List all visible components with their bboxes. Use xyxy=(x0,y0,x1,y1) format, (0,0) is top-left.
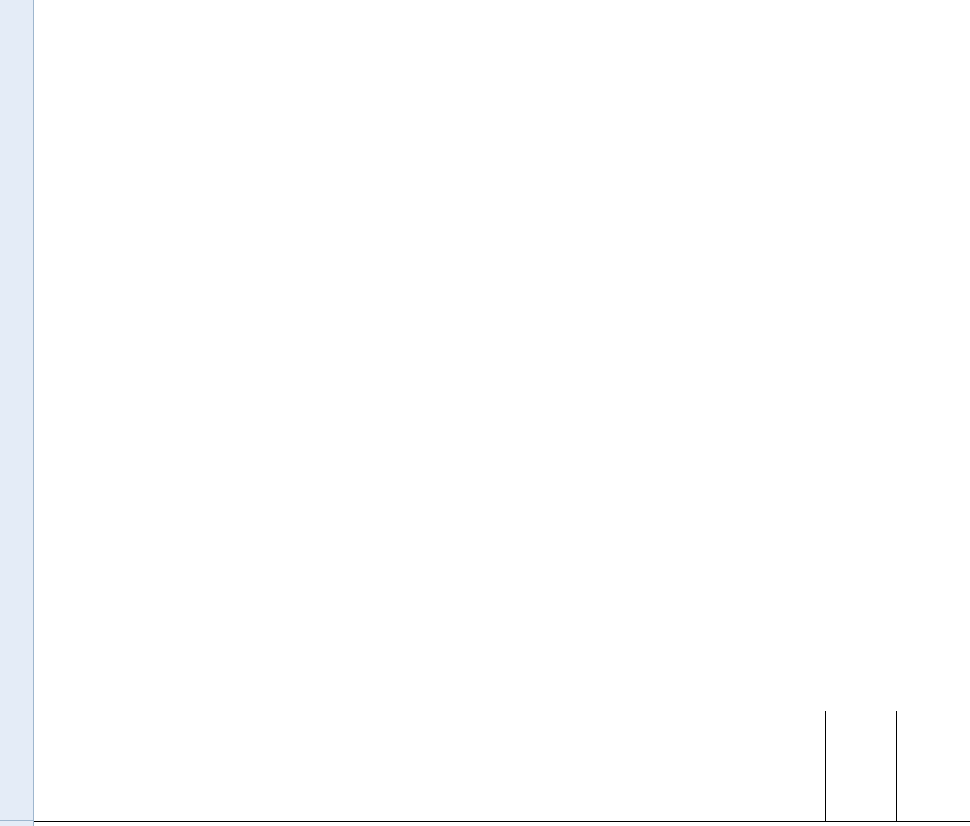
remarks-col-c1[interactable] xyxy=(826,711,897,821)
remarks-col-c2[interactable] xyxy=(897,711,970,821)
bottom-border xyxy=(34,821,970,822)
remarks-cell[interactable] xyxy=(34,711,826,821)
row-header-column xyxy=(0,0,34,826)
row-header-327[interactable] xyxy=(0,711,34,821)
